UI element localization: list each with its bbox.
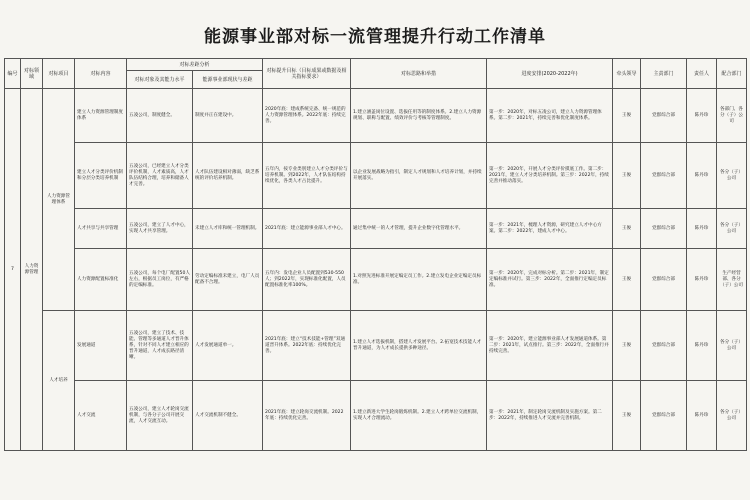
- header-coop: 配合部门: [717, 59, 747, 89]
- person-cell: 陈丹珍: [687, 311, 717, 381]
- dept-cell: 党群综合部: [641, 249, 687, 311]
- header-content: 对标内容: [75, 59, 127, 89]
- schedule-cell: 第一步：2020年，建立能源事业部人才发展通道体系。第二步：2021年，试点推行。第三步：2022年，全面推行并持续完善。: [487, 311, 613, 381]
- coop-cell: 各分（子）公司: [717, 209, 747, 249]
- status-cell: 人才发展通道单一。: [193, 311, 263, 381]
- row-number: 7: [5, 89, 21, 451]
- domain-cell: 人力资源管理: [21, 89, 43, 451]
- measures-cell: 1.建立新进大学生轮岗锻炼机制。2.建立人才跨单位交流机制，实现人才合理流动。: [351, 381, 487, 451]
- content-cell: 人才交流: [75, 381, 127, 451]
- target-cell: 2021年底：建立“技术技能+管理”双通道晋升体系。2022年底：持续优化完善。: [263, 311, 351, 381]
- dept-cell: 党群综合部: [641, 143, 687, 209]
- objects-cell: 五凌公司，每个电厂配置50人左右，根据员工岗位，有严格的定编标准。: [127, 249, 193, 311]
- measures-cell: 通过集中统一的人才管理，提升企业数字化管理水平。: [351, 209, 487, 249]
- objects-cell: 五凌公司，已经建立人才分类评价机制，人才素质高，人才队伍结构合理，培养和储备人才完善。: [127, 143, 193, 209]
- content-cell: 人才共享与共享管理: [75, 209, 127, 249]
- measures-cell: 1.对照先进标准开展定编定员工作。2.建立发电企业定编定员标准。: [351, 249, 487, 311]
- target-cell: 2020年底：建成系统完备、统一规范的人力资源管理体系。2022年底：持续完善。: [263, 89, 351, 143]
- coop-cell: 各部门、各分（子）公司: [717, 89, 747, 143]
- table-row: [5, 209, 747, 249]
- target-cell: 2021年底：建立能源事业部人才中心。: [263, 209, 351, 249]
- table-row: [5, 381, 747, 451]
- coop-cell: 生产经营部、各分（子）公司: [717, 249, 747, 311]
- dept-cell: 党群综合部: [641, 209, 687, 249]
- person-cell: 陈丹珍: [687, 89, 717, 143]
- objects-cell: 五凌公司，建立了人才中心，实现人才共享管理。: [127, 209, 193, 249]
- person-cell: 陈丹珍: [687, 381, 717, 451]
- status-cell: 人才队伍建设相对薄弱，缺乏系统的评价培养机制。: [193, 143, 263, 209]
- header-target: 对标提升目标（目标成果或数据及相关指标要求）: [263, 59, 351, 89]
- content-cell: 建立人才分类评价机制和分层分类培养机制: [75, 143, 127, 209]
- dept-cell: 党群综合部: [641, 381, 687, 451]
- dept-cell: 党群综合部: [641, 311, 687, 381]
- work-list-table: [4, 58, 747, 451]
- status-cell: 劳动定编标准未建立，电厂人员配备不合理。: [193, 249, 263, 311]
- coop-cell: 各分（子）公司: [717, 143, 747, 209]
- header-objects: 对标对象及其能力水平: [127, 71, 193, 89]
- target-cell: 五年内：发电企业人员配置到530-550人；到2022年，实现标准化配置，人员配置标准化率100%。: [263, 249, 351, 311]
- table-row: [5, 89, 747, 143]
- lead-cell: 王俊: [613, 311, 641, 381]
- objects-cell: 五凌公司，建立了技术、技能、管理等多通道人才晋升体系，针对不同人才建立相应的晋升通道，人才成长路径清晰。: [127, 311, 193, 381]
- status-cell: 制度并正在建设中。: [193, 89, 263, 143]
- schedule-cell: 第一步：2021年，梳理人才资源，研究建立人才中心方案。第二步：2022年，建成人才中心。: [487, 209, 613, 249]
- table-row: [5, 311, 747, 381]
- dept-cell: 党群综合部: [641, 89, 687, 143]
- lead-cell: 王俊: [613, 209, 641, 249]
- header-row-1: [5, 59, 747, 71]
- schedule-cell: 第一步：2020年，对标五凌公司，建立人力资源管理体系。第二步：2021年，持续完善和优化制度体系。: [487, 89, 613, 143]
- project-cell-a: 人力资源管理体系: [43, 89, 75, 311]
- header-status: 能源事业部现状与差距: [193, 71, 263, 89]
- status-cell: 人才交流机制不健全。: [193, 381, 263, 451]
- header-person: 责任人: [687, 59, 717, 89]
- schedule-cell: 第一步：2020年，完成对标分析。第二步：2021年，制定定编标准并试行。第三步：2022年，全面推行定编定员标准。: [487, 249, 613, 311]
- lead-cell: 王俊: [613, 249, 641, 311]
- content-cell: 人力资源配置标准化: [75, 249, 127, 311]
- objects-cell: 五凌公司，制度健全。: [127, 89, 193, 143]
- measures-cell: 1.建立人才选拔机制，搭建人才发展平台。2.拓宽技术技能人才晋升通道，为人才成长提供多种途径。: [351, 311, 487, 381]
- target-cell: 五年内，按专业类别建立人才分类评价与培养机制。到2022年，人才队伍结构持续优化，各类人才占比提升。: [263, 143, 351, 209]
- header-project: 对标项目: [43, 59, 75, 89]
- schedule-cell: 第一步：2020年，开展人才分类评价摸底工作。第二步：2021年，建立人才分类培养机制。第三步：2022年，持续完善并推动落实。: [487, 143, 613, 209]
- header-analysis: 对标差距分析: [127, 59, 263, 71]
- coop-cell: 各分（子）公司: [717, 311, 747, 381]
- person-cell: 陈丹珍: [687, 249, 717, 311]
- content-cell: 发展通道: [75, 311, 127, 381]
- lead-cell: 王俊: [613, 143, 641, 209]
- lead-cell: 王俊: [613, 89, 641, 143]
- header-measures: 对标思路和举措: [351, 59, 487, 89]
- lead-cell: 王俊: [613, 381, 641, 451]
- header-no: 编号: [5, 59, 21, 89]
- table-row: [5, 143, 747, 209]
- table-row: [5, 249, 747, 311]
- status-cell: 未建立人才库和统一管理机制。: [193, 209, 263, 249]
- header-lead-dept: 主责部门: [641, 59, 687, 89]
- schedule-cell: 第一步：2021年，制定轮岗交流机制及实施方案。第二步：2022年，持续推进人才交流并完善机制。: [487, 381, 613, 451]
- project-cell-b: 人才培养: [43, 311, 75, 451]
- objects-cell: 五凌公司，建立人才轮岗交流机制，与各分子公司开展交流，人才交流互动。: [127, 381, 193, 451]
- header-domain: 对标领域: [21, 59, 43, 89]
- coop-cell: 各分（子）公司: [717, 381, 747, 451]
- person-cell: 陈丹珍: [687, 143, 717, 209]
- header-schedule: 进度安排(2020-2022年): [487, 59, 613, 89]
- measures-cell: 以企业发展战略为指引，制定人才规划和人才培养计划，并持续开展落实。: [351, 143, 487, 209]
- measures-cell: 1.建立涵盖岗位设置、选拔任用等的制度体系。2.建立人力资源规划、职称与配置、绩效评价与考核等管理制度。: [351, 89, 487, 143]
- person-cell: 陈丹珍: [687, 209, 717, 249]
- target-cell: 2021年底：建立轮岗交流机制。2022年底：持续优化完善。: [263, 381, 351, 451]
- document-title: 能源事业部对标一流管理提升行动工作清单: [204, 27, 546, 47]
- content-cell: 建立人力资源管理制度体系: [75, 89, 127, 143]
- header-lead-leader: 牵头领导: [613, 59, 641, 89]
